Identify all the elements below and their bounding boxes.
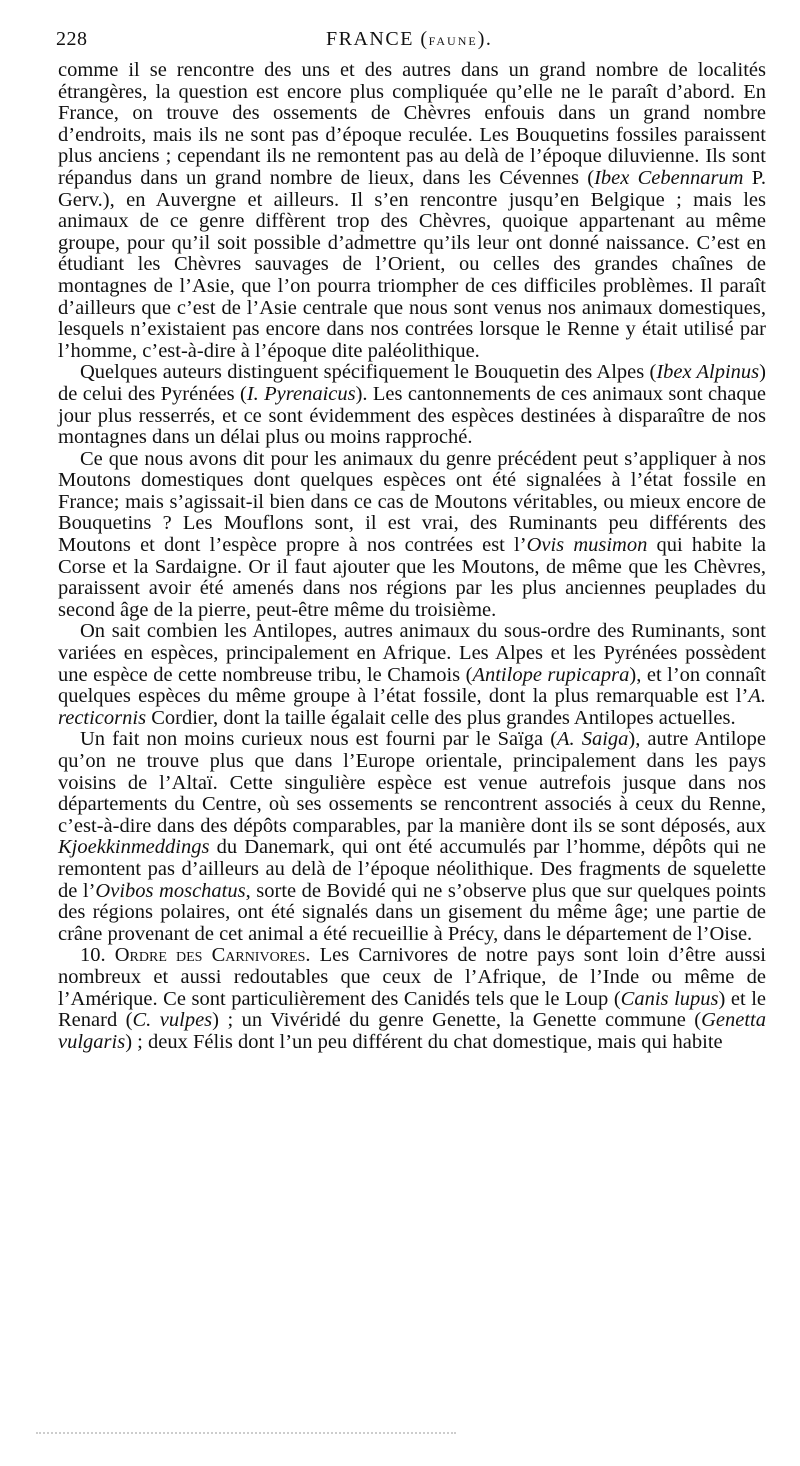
running-head-end: ). [477, 28, 493, 50]
paragraph [58, 362, 766, 448]
page-number: 228 [56, 28, 88, 50]
text-run: du Danemark, qui ont été accumulés par l’homme, dépôts qui ne remontent pas d’ailleurs au delà de l’époque néolithique. Des fragments de squelette de l’ [58, 836, 766, 902]
text-run: ), autre Antilope qu’on ne trouve plus que dans l’Europe orientale, principalement dans les pays voisins de l’Altaï. Cette singulière espèce est venue autrefois jusque dans nos départements du Centre, où ses ossements se rencontrent associés à ceux du Renne, c’est-à-dire dans des dépôts comparables, par la manière dont ils se sont déposés, aux [58, 728, 767, 837]
text-run: comme il se rencontre des uns et des autres dans un grand nombre de localités étrangères, la question est encore plus compliquée qu’elle ne le paraît d’abord. En France, on trouve des ossements de Chèvres enfouis dans un grand nombre d’endroits, mais ils ne sont pas d’époque reculée. Les Bouquetins fossiles paraissent plus anciens ; cependant ils ne remontent pas au delà de l’époque diluvienne. Ils sont répandus dans un grand nombre de lieux, dans les Cévennes ( [58, 59, 766, 189]
text-run: ), et l’on connaît quelques espèces du même groupe à l’état fossile, dont la plus remarquable est l’ [58, 663, 766, 708]
text-run: , sorte de Bovidé qui ne s’observe plus que sur quelques points des régions polaires, ont été signalés dans un gisement du même âge; une partie de crâne provenant de cet animal a été recueillie à Précy, dans le département de l’Oise. [58, 879, 766, 945]
text-run: ). Les cantonnements de ces animaux sont chaque jour plus resserrés, et ce sont évidemment des espèces destinées à disparaître de nos montagnes dans un délai plus ou moins rapproché. [58, 382, 766, 449]
text-run: ) ; un Vivéridé du genre Genette, la Genette commune ( [212, 1009, 702, 1032]
italic-term: Canis lupus [620, 987, 719, 1010]
paragraph [58, 729, 766, 945]
italic-term: A. Saiga [557, 728, 629, 751]
page-header [56, 28, 768, 54]
text-run: Un fait non moins curieux nous est fourni par le Saïga ( [80, 728, 558, 751]
text-run: . Les Carnivores de notre pays sont loin d’être aussi nombreux et aussi redoutables que ceux de l’Afrique, de l’Inde ou même de l’Amérique. Ce sont particulièrement des Canidés tels que le Loup ( [58, 944, 766, 1010]
italic-term: Ibex Cebennarum [594, 166, 744, 189]
text-run: ) ; deux Félis dont l’un peu différent du chat domestique, mais qui habite [125, 1030, 723, 1053]
paragraph [58, 449, 766, 622]
text-run: 10. [80, 944, 115, 967]
text-run: ) et le Renard ( [58, 987, 767, 1032]
italic-term: C. vulpes [132, 1009, 213, 1032]
text-run: ) de celui des Pyrénées ( [58, 361, 766, 405]
running-head [326, 28, 492, 51]
italic-term: Genetta vulgaris [58, 1009, 767, 1053]
section-heading: Ordre des Carnivores [114, 944, 306, 967]
italic-term: I. Pyrenaicus [246, 382, 356, 405]
italic-term: Antilope rupicapra [472, 663, 630, 686]
text-run: Quelques auteurs distinguent spécifiquement le Bouquetin des Alpes ( [80, 361, 657, 384]
italic-term: Kjoekkinmeddings [58, 836, 210, 859]
italic-term: Ovibos moschatus [95, 879, 246, 902]
paragraph [58, 945, 766, 1053]
italic-term: A. recticornis [58, 685, 766, 729]
text-run: P. Gerv.), en Auvergne et ailleurs. Il s’en rencontre jusqu’en Belgique ; mais les animaux de ce genre diffèrent trop des Chèvres, quoique appartenant au même groupe, pour qu’il soit possible d’admettre qu’ils leur ont donné naissance. C’est en étudiant les Chèvres sauvages de l’Orient, ou celles des grandes chaînes de montagnes de l’Asie, que l’on pourra triompher de ces difficiles problèmes. Il paraît d’ailleurs que c’est de l’Asie centrale que nous sont venus nos animaux domestiques, lesquels n’existaient pas encore dans nos contrées lorsque le Renne y était utilisé par l’homme, c’est-à-dire à l’époque dite paléolithique. [58, 166, 766, 362]
text-run: qui habite la Corse et la Sardaigne. Or il faut ajouter que les Moutons, de même que les Chèvres, paraissent avoir été amenés dans nos régions par les plus anciennes peuplades du second âge de la pierre, peut-être même du troisième. [58, 534, 766, 621]
text-run: Ce que nous avons dit pour les animaux du genre précédent peut s’appliquer à nos Moutons domestiques dont quelques espèces ont été signalées à l’état fossile en France; mais s’agissait-il bien dans ce cas de Moutons véritables, ou mieux encore de Bouquetins ? Les Mouflons sont, il est vrai, des Ruminants peu différents des Moutons et dont l’espèce propre à nos contrées est l’ [58, 447, 766, 557]
paragraph [58, 621, 766, 729]
running-head-subtitle: faune [428, 30, 478, 49]
paragraph [58, 60, 766, 362]
body-text [58, 60, 766, 1053]
running-head-main: FRANCE ( [326, 28, 429, 50]
italic-term: Ibex Alpinus [656, 361, 760, 384]
italic-term: Ovis musimon [526, 534, 648, 557]
text-run: Cordier, dont la taille égalait celle des plus grandes Antilopes actuelles. [146, 706, 736, 729]
text-run: On sait combien les Antilopes, autres animaux du sous-ordre des Ruminants, sont variées en espèces, principalement en Afrique. Les Alpes et les Pyrénées possèdent une espèce de cette nombreuse tribu, le Chamois ( [58, 620, 766, 686]
footer-scan-marks [36, 1432, 456, 1437]
